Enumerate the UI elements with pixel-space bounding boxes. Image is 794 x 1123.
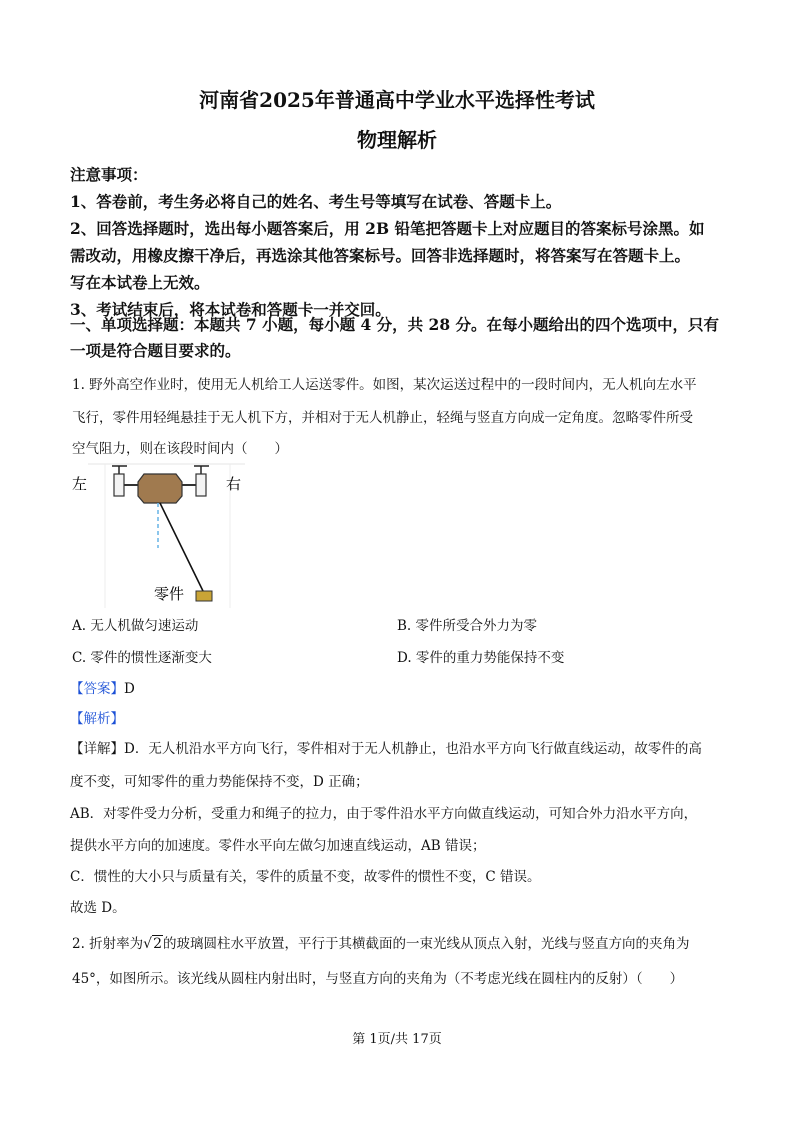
page-footer: 第 1页/共 17页: [352, 1032, 442, 1047]
q1-drone-figure: [70, 458, 260, 608]
q1-detail-line-2: 度不变，可知零件的重力势能保持不变，D 正确；: [70, 774, 369, 790]
q1-stem-line-2: 飞行，零件用轻绳悬挂于无人机下方，并相对于无人机静止，轻绳与竖直方向成一定角度。忽略零件所受: [72, 410, 693, 426]
notice-item-2-line-3: 写在本试卷上无效。: [70, 273, 210, 292]
q1-detail-line-4: 提供水平方向的加速度。零件水平向左做匀加速直线运动，AB 错误；: [70, 838, 486, 854]
q1-stem-line-1: 1. 野外高空作业时，使用无人机给工人运送零件。如图，某次运送过程中的一段时间内，无人机向左水平: [72, 377, 697, 393]
rope: [160, 503, 203, 591]
q2-stem-pre: 2. 折射率为: [72, 936, 144, 952]
q1-conclusion: 故选 D。: [70, 900, 126, 916]
q1-stem-line-3: 空气阻力，则在该段时间内（ ）: [72, 441, 288, 457]
notice-heading: 注意事项：: [70, 165, 148, 184]
q2-stem-line-1: [72, 932, 690, 952]
detail-tag: 【详解】: [70, 741, 124, 757]
section-1-line-2: 一项是符合题目要求的。: [70, 341, 241, 360]
q1-answer: [70, 677, 135, 697]
sqrt-symbol: √2: [143, 936, 163, 952]
q1-option-a: A. 无人机做匀速运动: [72, 618, 199, 634]
answer-tag: 【答案】: [70, 681, 124, 697]
q2-stem-post: 的玻璃圆柱水平放置，平行于其横截面的一束光线从顶点入射，光线与竖直方向的夹角为: [163, 936, 690, 952]
q1-detail-line-1: [70, 737, 702, 757]
section-1-line-1: 一、单项选择题：本题共 7 小题，每小题 4 分，共 28 分。在每小题给出的四个选项中，只有: [70, 315, 720, 334]
document-subtitle: 物理解析: [357, 128, 437, 152]
notice-item-3: 3、考试结束后，将本试卷和答题卡一并交回。: [70, 300, 391, 319]
detail-text-1: D．无人机沿水平方向飞行，零件相对于无人机静止，也沿水平方向飞行做直线运动，故零件的高: [124, 741, 702, 757]
q1-option-c: C. 零件的惯性逐渐变大: [72, 650, 212, 666]
q1-detail-line-3: AB．对零件受力分析，受重力和绳子的拉力，由于零件沿水平方向做直线运动，可知合外力沿水平方向，: [70, 806, 698, 822]
q2-stem-line-2: 45°，如图所示。该光线从圆柱内射出时，与竖直方向的夹角为（不考虑光线在圆柱内的反射）（ ）: [72, 971, 684, 987]
q1-option-d: D. 零件的重力势能保持不变: [397, 650, 565, 666]
notice-item-2-line-2: 需改动，用橡皮擦干净后，再选涂其他答案标号。回答非选择题时，将答案写在答题卡上。: [70, 246, 691, 265]
q1-analysis-tag: [70, 707, 124, 727]
left-label: 左: [72, 475, 88, 493]
drone: [112, 466, 209, 503]
document-title: 河南省2025年普通高中学业水平选择性考试: [199, 88, 595, 112]
notice-item-1: 1、答卷前，考生务必将自己的姓名、考生号等填写在试卷、答题卡上。: [70, 192, 562, 211]
part-label: 零件: [154, 585, 185, 603]
q1-option-b: B. 零件所受合外力为零: [397, 618, 538, 634]
sqrt-value: 2: [153, 936, 163, 952]
part-box: [196, 591, 212, 601]
q1-detail-line-5: C．惯性的大小只与质量有关，零件的质量不变，故零件的惯性不变，C 错误。: [70, 869, 541, 885]
notice-item-2-line-1: 2、回答选择题时，选出每小题答案后，用 2B 铅笔把答题卡上对应题目的答案标号涂黑。如: [70, 219, 705, 238]
answer-value: D: [124, 681, 135, 697]
analysis-tag: 【解析】: [70, 711, 124, 727]
right-label: 右: [226, 475, 242, 493]
